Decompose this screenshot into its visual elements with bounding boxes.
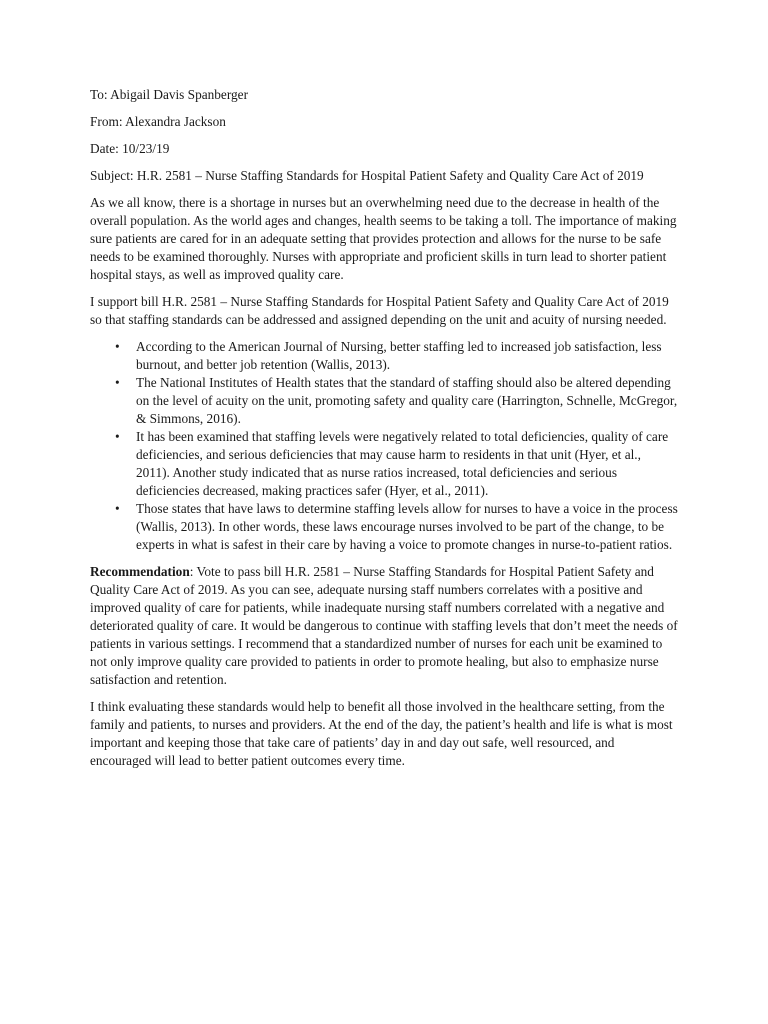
memo-from: From: Alexandra Jackson (90, 114, 226, 129)
recommendation-paragraph (90, 563, 678, 689)
recommendation-text: : Vote to pass bill H.R. 2581 – Nurse Staffing Standards for Hospital Patient Safety and Quality Care Act of 2019. As you can see, adequate nursing staff numbers correlates with a positive and improved quality of care for patients, while inadequate nursing staff numbers correlated with a negative and deteriorated quality of care. It would be dangerous to continue with staffing levels that don’t meet the needs of patients in various settings. I recommend that a standardized number of nurses for each unit be examined to not only improve quality care provided to patients in order to promote healing, but also to emphasize nurse satisfaction and retention. (90, 564, 678, 687)
bullet-icon: • (115, 429, 120, 444)
memo-to: To: Abigail Davis Spanberger (90, 87, 248, 102)
list-item (90, 500, 678, 554)
intro-paragraph: As we all know, there is a shortage in nurses but an overwhelming need due to the decrease in health of the overall population. As the world ages and changes, health seems to be taking a toll. The importance of making sure patients are cared for in an adequate setting that provides protection and allows for the nurse to be safe needs to be examined thoroughly. Nurses with appropriate and proficient skills in turn lead to shorter patient hospital stays, as well as improved quality care. (90, 195, 677, 282)
bullet-icon: • (115, 501, 120, 516)
memo-subject: Subject: H.R. 2581 – Nurse Staffing Standards for Hospital Patient Safety and Quality Care Act of 2019 (90, 168, 644, 183)
list-item (90, 338, 678, 374)
list-item-text: According to the American Journal of Nursing, better staffing led to increased job satisfaction, less burnout, and better job retention (Wallis, 2013). (136, 339, 662, 372)
list-item-text: The National Institutes of Health states that the standard of staffing should also be altered depending on the level of acuity on the unit, promoting safety and quality care (Harrington, Schnelle, McGregor, & Simmons, 2016). (136, 375, 678, 426)
list-item-text: It has been examined that staffing levels were negatively related to total deficiencies, quality of care deficiencies, and serious deficiencies that may cause harm to residents in that unit (Hyer, et al., 2011). Another study indicated that as nurse ratios increased, total deficiencies and serious deficiencies decreased, making practices safer (Hyer, et al., 2011). (136, 429, 669, 498)
bullet-icon: • (115, 375, 120, 390)
bullet-icon: • (115, 339, 120, 354)
closing-paragraph: I think evaluating these standards would help to benefit all those involved in the healthcare setting, from the family and patients, to nurses and providers. At the end of the day, the patient’s health and life is what is most important and keeping those that take care of patients’ day in and day out safe, well resourced, and encouraged will lead to better patient outcomes every time. (90, 699, 673, 768)
list-item (90, 428, 678, 500)
list-item-text: Those states that have laws to determine staffing levels allow for nurses to have a voice in the process (Wallis, 2013). In other words, these laws encourage nurses involved to be part of the change, to be experts in what is safest in their care by having a voice to promote changes in nurse-to-patient ratios. (136, 501, 678, 552)
recommendation-label: Recommendation (90, 564, 190, 579)
memo-content (90, 86, 678, 779)
memo-date: Date: 10/23/19 (90, 141, 170, 156)
evidence-list (90, 338, 678, 554)
list-item (90, 374, 678, 428)
support-paragraph: I support bill H.R. 2581 – Nurse Staffing Standards for Hospital Patient Safety and Quality Care Act of 2019 so that staffing standards can be addressed and assigned depending on the unit and acuity of nursing needed. (90, 294, 669, 327)
